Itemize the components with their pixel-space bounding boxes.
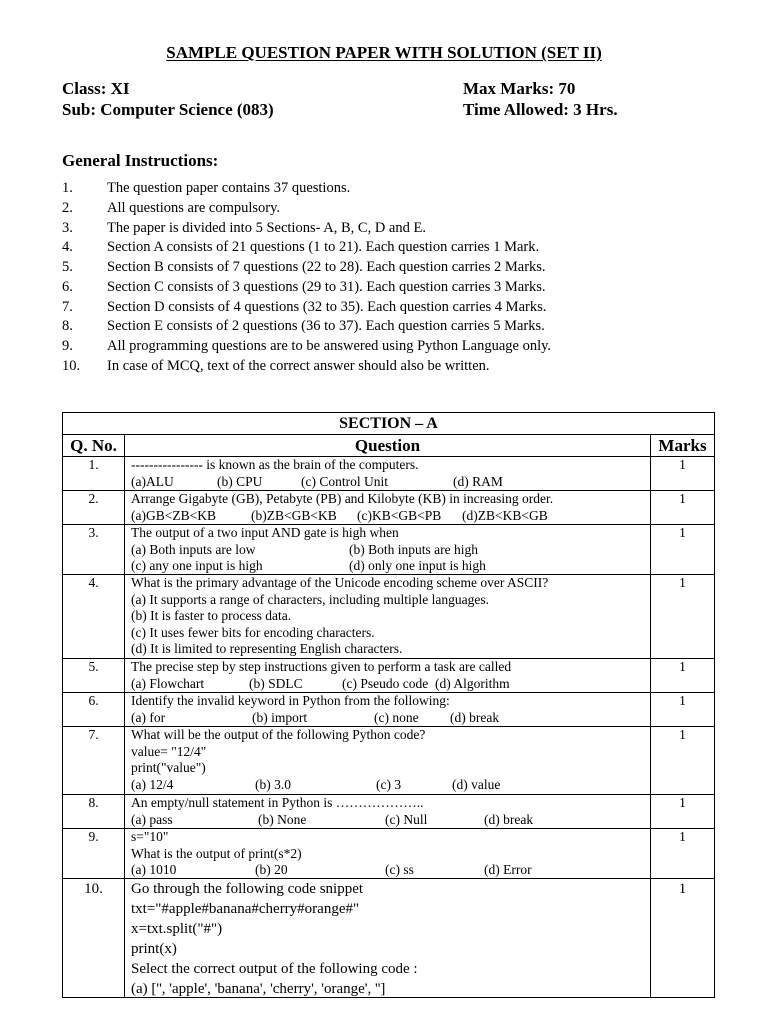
question-number: 3. xyxy=(63,525,125,574)
option-c: (c) It uses fewer bits for encoding characters. xyxy=(131,624,375,640)
question-cell xyxy=(125,575,651,658)
option-c: (c)KB<GB<PB xyxy=(357,507,442,523)
options-line xyxy=(131,777,650,794)
option-c: (c) any one input is high xyxy=(131,558,263,574)
instruction-text: In case of MCQ, text of the correct answer should also be written. xyxy=(107,357,490,374)
question-cell xyxy=(125,491,651,524)
question-cell xyxy=(125,829,651,878)
option-b: (b) SDLC xyxy=(249,675,303,691)
question-row xyxy=(63,659,714,693)
option-d: (d) It is limited to representing English characters. xyxy=(131,641,403,657)
option-b: (b) It is faster to process data. xyxy=(131,608,292,624)
exam-info-left xyxy=(62,78,274,120)
question-marks: 1 xyxy=(679,491,686,506)
table-header-row xyxy=(63,435,714,457)
instruction-number: 7. xyxy=(62,298,73,315)
option-c: (c) Null xyxy=(385,811,428,827)
question-number: 9. xyxy=(63,829,125,878)
question-number: 8. xyxy=(63,795,125,828)
header-marks: Marks xyxy=(658,436,707,455)
instruction-number: 5. xyxy=(62,259,73,275)
option-a: (a)ALU xyxy=(131,473,174,489)
question-text: ---------------- is known as the brain of the computers. xyxy=(131,457,419,472)
instruction-text: Section E consists of 2 questions (36 to 37). Each question carries 5 Marks. xyxy=(107,318,545,335)
instruction-number: 2. xyxy=(62,199,73,216)
option-b: (b) CPU xyxy=(217,473,263,489)
option-b: (b) import xyxy=(252,709,308,725)
instruction-item xyxy=(62,179,702,199)
code-line: s="10" xyxy=(131,829,169,844)
options-line xyxy=(131,474,650,490)
option-a: (a) for xyxy=(131,709,166,725)
options-line xyxy=(131,542,650,559)
code-line: txt="#apple#banana#cherry#orange#" xyxy=(131,901,360,917)
instructions-list xyxy=(62,179,702,377)
option-c: (c) Pseudo code xyxy=(342,675,429,691)
question-marks: 1 xyxy=(678,881,687,897)
page-title: SAMPLE QUESTION PAPER WITH SOLUTION (SET II) xyxy=(166,43,602,62)
instruction-item xyxy=(62,278,702,298)
instruction-number: 6. xyxy=(62,278,73,295)
instruction-text: The paper is divided into 5 Sections- A, B, C, D and E. xyxy=(107,219,426,236)
exam-info-right xyxy=(463,78,618,120)
class-label: Class: XI xyxy=(62,79,130,98)
question-marks: 1 xyxy=(679,575,686,590)
option-d: (d) RAM xyxy=(453,473,503,489)
question-marks: 1 xyxy=(679,659,686,674)
code-line: value= "12/4" xyxy=(131,743,207,759)
question-cell xyxy=(125,693,651,726)
subject-label: Sub: Computer Science (083) xyxy=(62,100,274,119)
question-cell xyxy=(125,727,651,794)
instruction-number: 1. xyxy=(62,180,73,196)
option-d: (d) Error xyxy=(484,862,532,878)
options-line xyxy=(131,676,650,692)
option-d: (d) only one input is high xyxy=(349,558,486,574)
question-text: The precise step by step instructions given to perform a task are called xyxy=(131,659,512,674)
option-b: (b) 20 xyxy=(255,862,288,878)
question-marks: 1 xyxy=(679,795,686,810)
question-text: What is the output of print(s*2) xyxy=(131,845,302,861)
option-d: (d) Algorithm xyxy=(435,675,510,691)
section-title: SECTION – A xyxy=(339,415,438,432)
question-number: 10. xyxy=(63,879,125,997)
option-b: (b)ZB<GB<KB xyxy=(251,507,337,523)
max-marks-label: Max Marks: 70 xyxy=(463,79,576,98)
option-d: (d) break xyxy=(484,811,534,827)
option-c: (c) 3 xyxy=(376,776,402,792)
section-a-table xyxy=(62,412,715,998)
question-number: 7. xyxy=(63,727,125,794)
option-a: (a) ['', 'apple', 'banana', 'cherry', 'orange', ''] xyxy=(131,981,386,997)
question-text: Arrange Gigabyte (GB), Petabyte (PB) and Kilobyte (KB) in increasing order. xyxy=(131,491,554,506)
question-cell xyxy=(125,457,651,490)
question-row xyxy=(63,693,714,727)
question-text: What will be the output of the following Python code? xyxy=(131,727,426,742)
option-b: (b) 3.0 xyxy=(255,776,291,792)
option-c: (c) ss xyxy=(385,862,414,878)
question-number: 1. xyxy=(63,457,125,490)
instruction-number: 4. xyxy=(62,239,73,256)
options-line xyxy=(131,812,650,828)
options-line xyxy=(131,862,650,878)
option-a: (a) Flowchart xyxy=(131,675,205,691)
instruction-number: 8. xyxy=(62,318,73,335)
question-row xyxy=(63,795,714,829)
question-cell xyxy=(125,879,651,997)
question-cell xyxy=(125,795,651,828)
instruction-number: 3. xyxy=(62,219,73,236)
instruction-text: Section C consists of 3 questions (29 to 31). Each question carries 3 Marks. xyxy=(107,278,546,295)
question-marks: 1 xyxy=(679,457,686,472)
option-a: (a) Both inputs are low xyxy=(131,541,256,557)
question-marks: 1 xyxy=(679,727,686,742)
option-c: (c) none xyxy=(374,709,419,725)
instruction-text: All questions are compulsory. xyxy=(107,199,281,216)
options-line xyxy=(131,710,650,726)
question-number: 6. xyxy=(63,693,125,726)
option-a: (a) 1010 xyxy=(131,862,177,878)
instruction-text: Section B consists of 7 questions (22 to 28). Each question carries 2 Marks. xyxy=(107,259,546,275)
option-d: (d) value xyxy=(452,776,501,792)
question-number: 4. xyxy=(63,575,125,658)
instruction-item xyxy=(62,199,702,219)
question-row xyxy=(63,491,714,525)
code-line: x=txt.split("#") xyxy=(131,921,223,937)
question-marks: 1 xyxy=(679,829,686,844)
question-text: The output of a two input AND gate is high when xyxy=(131,525,399,540)
question-row xyxy=(63,525,714,575)
instructions-heading: General Instructions: xyxy=(62,151,219,170)
question-row xyxy=(63,829,714,879)
instruction-item xyxy=(62,298,702,318)
question-text: What is the primary advantage of the Unicode encoding scheme over ASCII? xyxy=(131,575,549,590)
options-line xyxy=(131,508,650,524)
question-row xyxy=(63,727,714,795)
question-row xyxy=(63,575,714,659)
option-b: (b) None xyxy=(258,811,307,827)
question-row xyxy=(63,879,714,998)
question-text: Go through the following code snippet xyxy=(131,881,364,897)
instruction-item xyxy=(62,337,702,357)
instruction-item xyxy=(62,357,702,377)
question-text: An empty/null statement in Python is ……………….. xyxy=(131,795,424,810)
instruction-text: Section D consists of 4 questions (32 to 35). Each question carries 4 Marks. xyxy=(107,298,547,315)
question-cell xyxy=(125,525,651,574)
question-marks: 1 xyxy=(679,525,686,540)
option-c: (c) Control Unit xyxy=(301,473,388,489)
option-d: (d) break xyxy=(450,709,500,725)
option-d: (d)ZB<KB<GB xyxy=(462,507,548,523)
question-text: Select the correct output of the following code : xyxy=(131,961,418,977)
option-a: (a) 12/4 xyxy=(131,776,174,792)
option-a: (a) It supports a range of characters, including multiple languages. xyxy=(131,591,490,607)
question-text: Identify the invalid keyword in Python from the following: xyxy=(131,693,450,708)
code-line: print("value") xyxy=(131,760,206,776)
instruction-item xyxy=(62,258,702,278)
question-row xyxy=(63,457,714,491)
question-number: 2. xyxy=(63,491,125,524)
instruction-item xyxy=(62,219,702,239)
code-line: print(x) xyxy=(131,941,177,957)
header-qno: Q. No. xyxy=(63,435,125,456)
instruction-item xyxy=(62,317,702,337)
option-b: (b) Both inputs are high xyxy=(349,541,478,557)
instruction-text: The question paper contains 37 questions. xyxy=(107,180,351,196)
question-number: 5. xyxy=(63,659,125,692)
question-marks: 1 xyxy=(679,693,686,708)
options-line xyxy=(131,558,650,574)
question-cell xyxy=(125,659,651,692)
instruction-number: 9. xyxy=(62,338,73,354)
instruction-text: Section A consists of 21 questions (1 to 21). Each question carries 1 Mark. xyxy=(107,239,540,256)
option-a: (a) pass xyxy=(131,811,173,827)
time-allowed-label: Time Allowed: 3 Hrs. xyxy=(463,100,618,119)
header-question: Question xyxy=(125,435,651,456)
section-title-row xyxy=(63,413,714,435)
instruction-text: All programming questions are to be answered using Python Language only. xyxy=(107,338,552,354)
instruction-item xyxy=(62,238,702,258)
option-a: (a)GB<ZB<KB xyxy=(131,507,216,523)
instruction-number: 10. xyxy=(62,357,81,374)
